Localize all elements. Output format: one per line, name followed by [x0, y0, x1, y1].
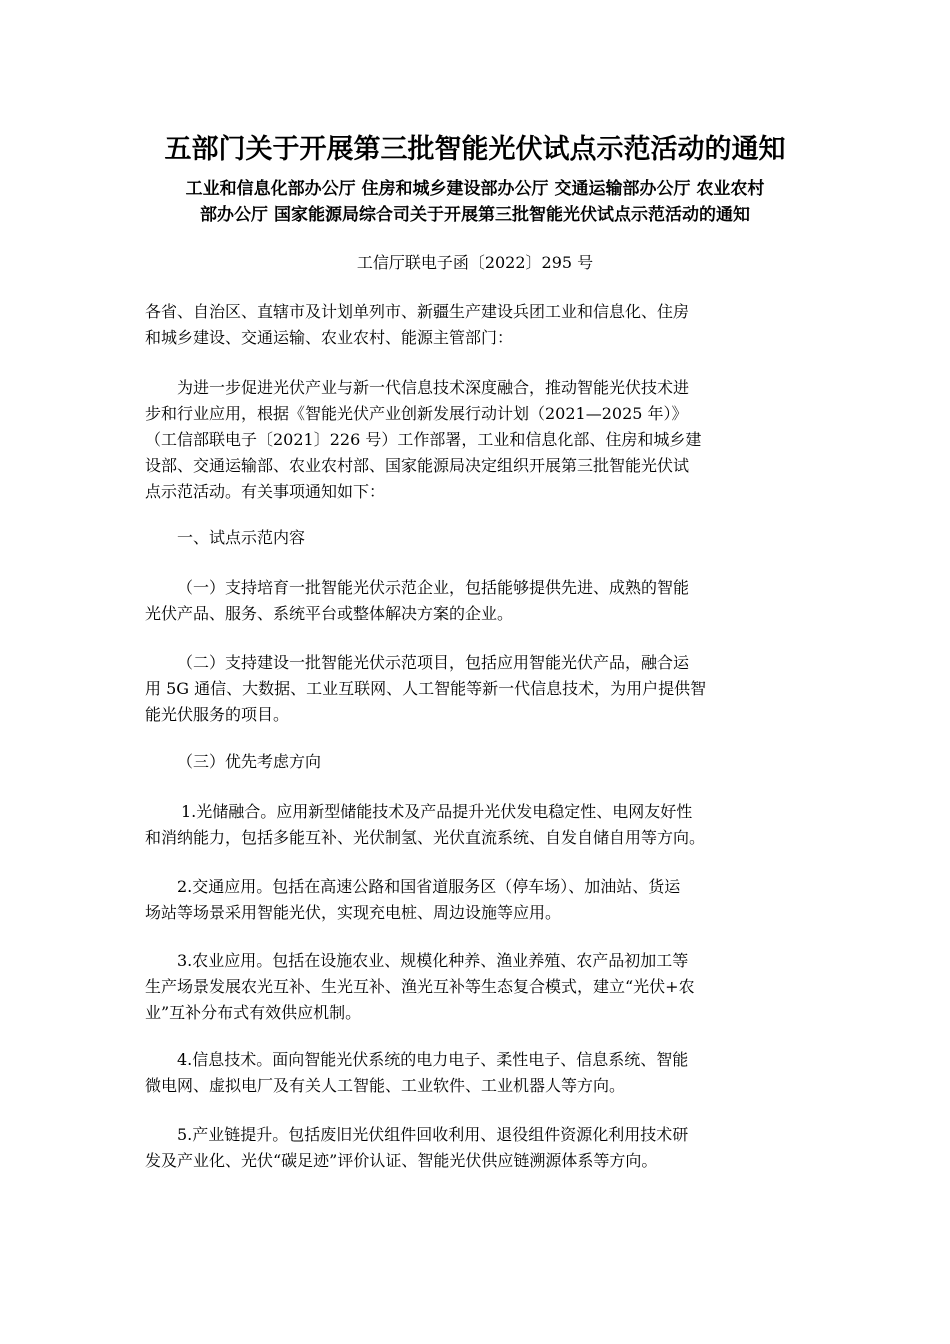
direction-2-paragraph — [145, 874, 825, 926]
paragraph-line: 点示范活动。有关事项通知如下： — [145, 482, 386, 501]
direction-4-paragraph — [145, 1047, 825, 1099]
item-3-heading — [145, 749, 825, 775]
paragraph-line: 设部、交通运输部、农业农村部、国家能源局决定组织开展第三批智能光伏试 — [145, 456, 690, 475]
document-number: 工信厅联电子函〔2022〕295 号 — [356, 253, 594, 272]
section-heading — [145, 525, 825, 551]
paragraph-line: 生产场景发展农光互补、生光互补、渔光互补等生态复合模式，建立“光伏+农 — [145, 977, 695, 996]
paragraph-line: 发及产业化、光伏“碳足迹”评价认证、智能光伏供应链溯源体系等方向。 — [145, 1151, 658, 1170]
paragraph-line: 2.交通应用。包括在高速公路和国省道服务区（停车场）、加油站、货运 — [177, 877, 681, 896]
paragraph-line: 1.光储融合。应用新型储能技术及产品提升光伏发电稳定性、电网友好性 — [181, 802, 693, 821]
paragraph-line: 场站等场景采用智能光伏，实现充电桩、周边设施等应用。 — [145, 903, 562, 922]
document-subtitle-line-2: 部办公厅 国家能源局综合司关于开展第三批智能光伏试点示范活动的通知 — [200, 205, 750, 225]
section-heading-text: 一、试点示范内容 — [177, 528, 306, 547]
paragraph-line: 和城乡建设、交通运输、农业农村、能源主管部门： — [145, 328, 514, 347]
paragraph-line: 4.信息技术。面向智能光伏系统的电力电子、柔性电子、信息系统、智能 — [177, 1050, 689, 1069]
document-title: 五部门关于开展第三批智能光伏试点示范活动的通知 — [164, 134, 786, 165]
paragraph-line: 业”互补分布式有效供应机制。 — [145, 1003, 362, 1022]
item-1-paragraph — [145, 575, 825, 627]
paragraph-line: 步和行业应用，根据《智能光伏产业创新发展行动计划（2021—2025 年）》 — [145, 404, 688, 423]
direction-5-paragraph — [145, 1122, 825, 1174]
paragraph-line: 和消纳能力，包括多能互补、光伏制氢、光伏直流系统、自发自储自用等方向。 — [145, 828, 706, 847]
intro-paragraph — [145, 375, 825, 505]
paragraph-line: （工信部联电子〔2021〕226 号）工作部署，工业和信息化部、住房和城乡建 — [145, 430, 702, 449]
addressee-paragraph — [145, 299, 825, 351]
paragraph-line: （三）优先考虑方向 — [177, 752, 322, 771]
paragraph-line: 为进一步促进光伏产业与新一代信息技术深度融合，推动智能光伏技术进 — [177, 378, 690, 397]
paragraph-line: 能光伏服务的项目。 — [145, 705, 290, 724]
paragraph-line: 用 5G 通信、大数据、工业互联网、人工智能等新一代信息技术，为用户提供智 — [145, 679, 707, 698]
paragraph-line: 5.产业链提升。包括废旧光伏组件回收利用、退役组件资源化利用技术研 — [177, 1125, 689, 1144]
direction-1-paragraph — [145, 799, 825, 851]
paragraph-line: （一）支持培育一批智能光伏示范企业，包括能够提供先进、成熟的智能 — [177, 578, 690, 597]
item-2-paragraph — [145, 650, 825, 728]
document-subtitle-line-1: 工业和信息化部办公厅 住房和城乡建设部办公厅 交通运输部办公厅 农业农村 — [185, 179, 765, 199]
paragraph-line: 微电网、虚拟电厂及有关人工智能、工业软件、工业机器人等方向。 — [145, 1076, 626, 1095]
paragraph-line: （二）支持建设一批智能光伏示范项目，包括应用智能光伏产品，融合运 — [177, 653, 690, 672]
paragraph-line: 各省、自治区、直辖市及计划单列市、新疆生产建设兵团工业和信息化、住房 — [145, 302, 690, 321]
paragraph-line: 3.农业应用。包括在设施农业、规模化种养、渔业养殖、农产品初加工等 — [177, 951, 689, 970]
direction-3-paragraph — [145, 948, 825, 1026]
paragraph-line: 光伏产品、服务、系统平台或整体解决方案的企业。 — [145, 604, 514, 623]
